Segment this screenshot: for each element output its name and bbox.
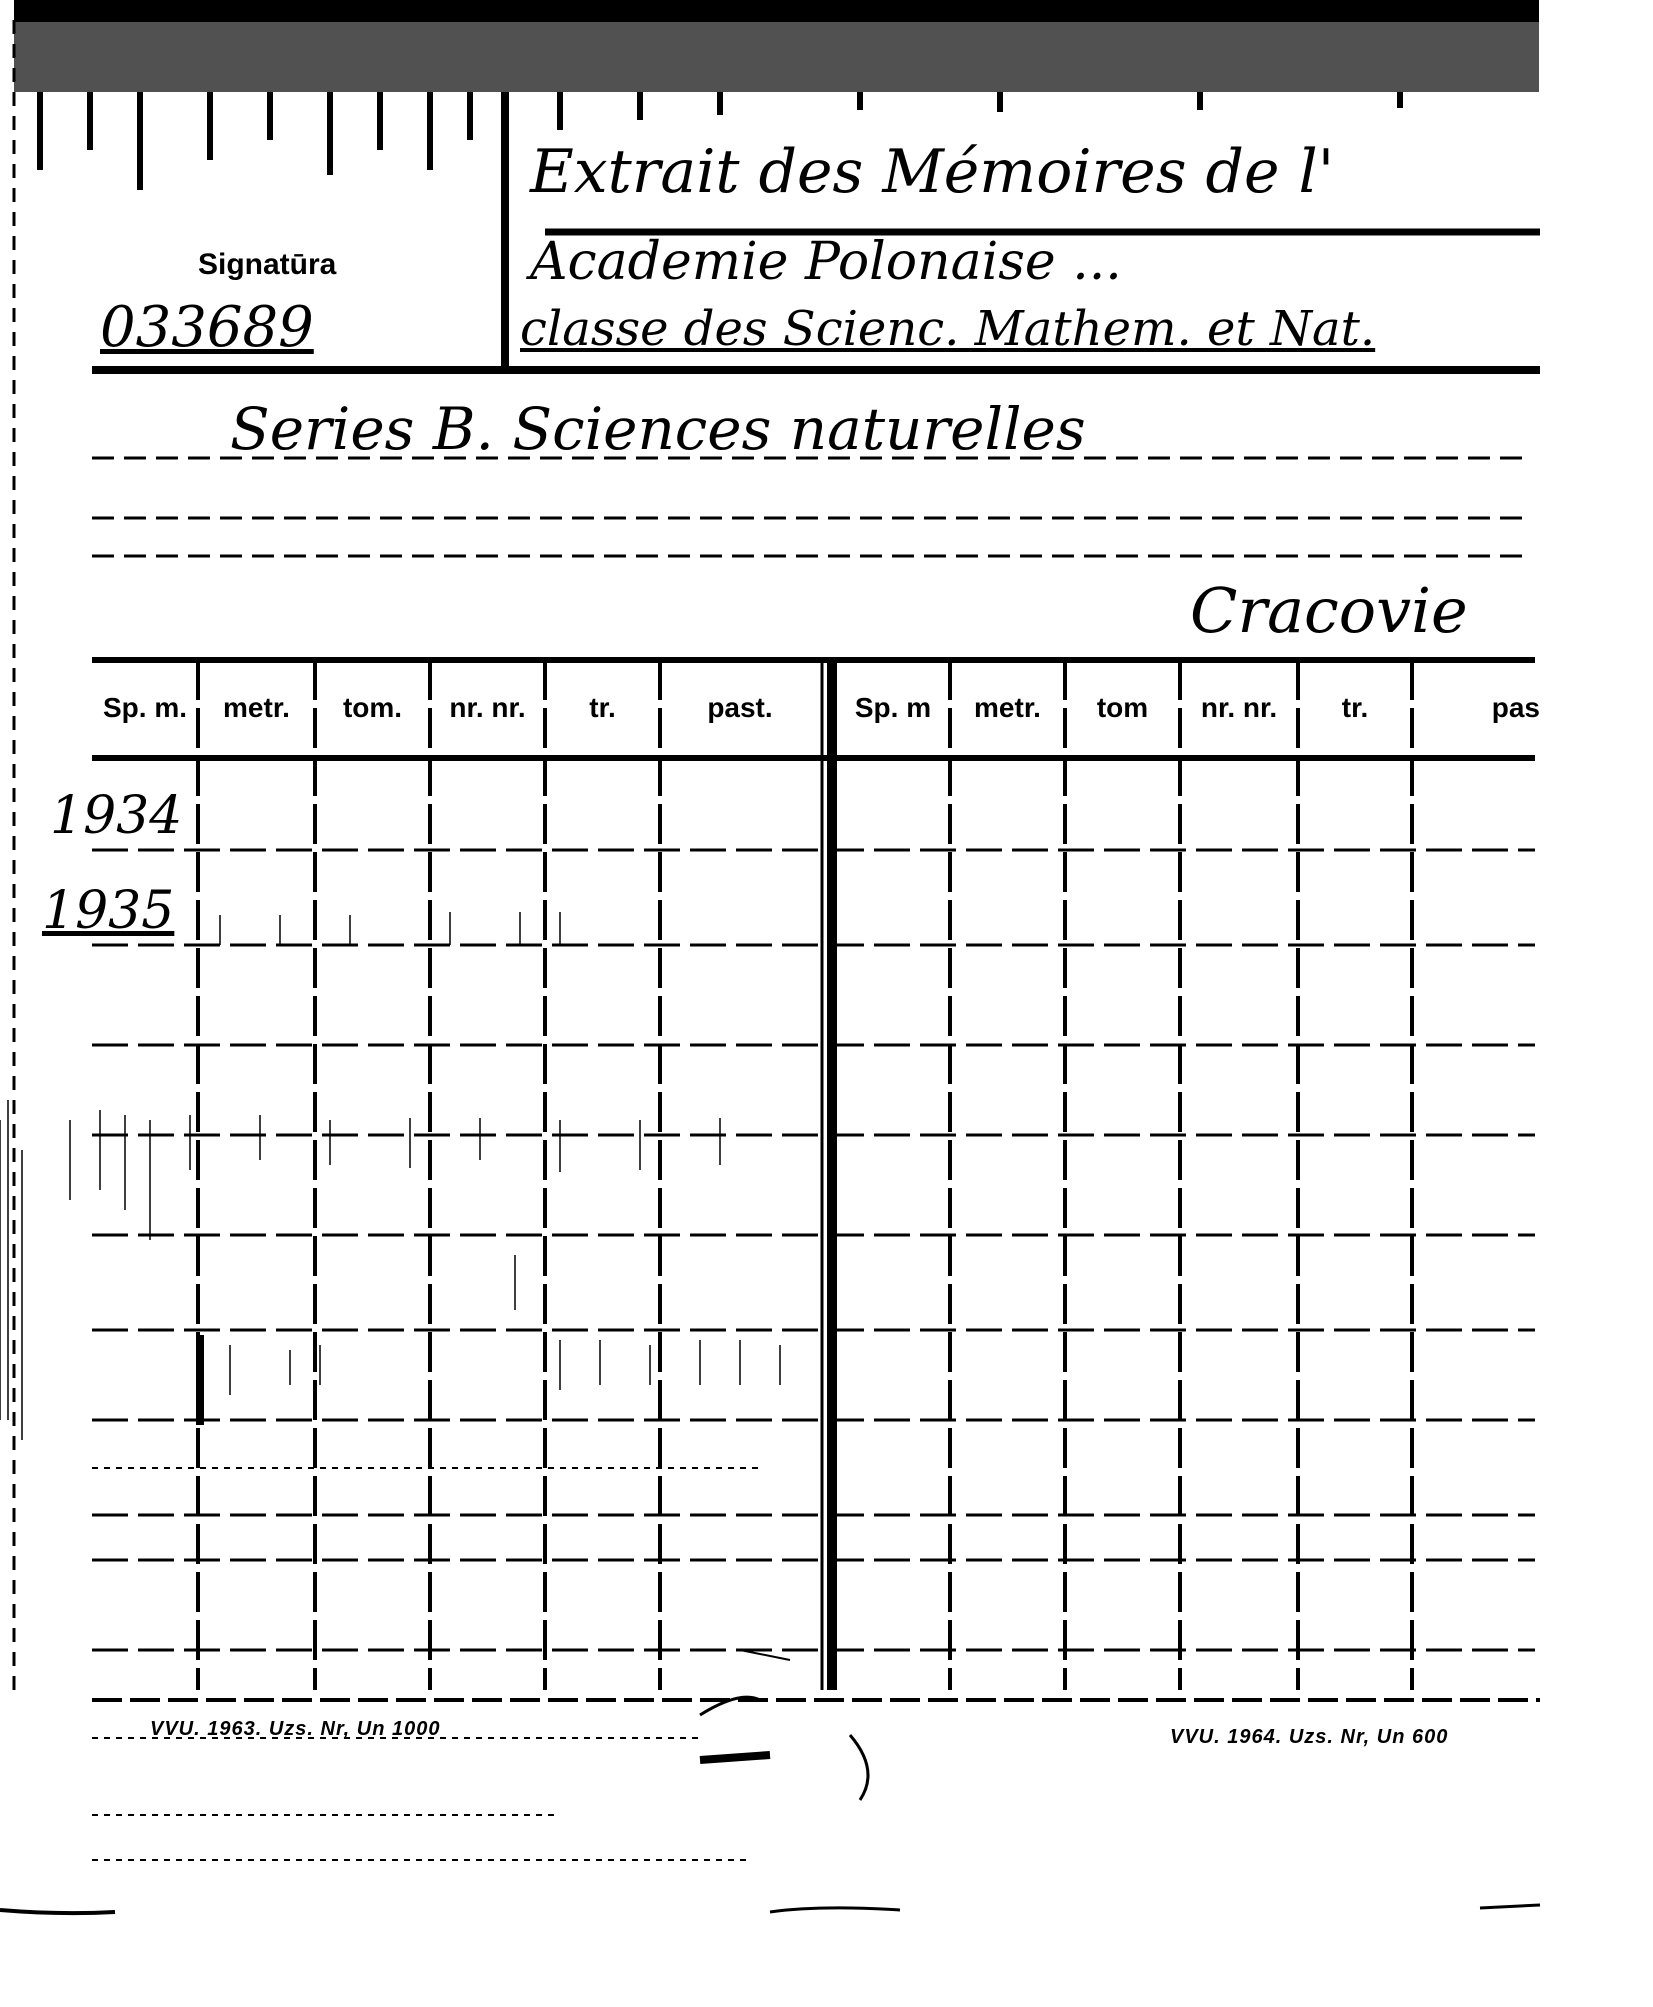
year-entry-1935: 1935 [42, 881, 175, 941]
printer-imprint-left: VVU. 1963. Uzs. Nr, Un 1000 [150, 1718, 441, 1740]
col-header-tom: tom. [342, 692, 403, 723]
col-header-tom-right: tom [1096, 692, 1149, 723]
signature-label: Signatūra [198, 248, 337, 281]
col-header-tr: tr. [589, 692, 616, 723]
col-header-metr: metr. [223, 692, 290, 723]
col-header-tr-right: tr. [1341, 692, 1369, 723]
place-of-publication: Cracovie [1190, 574, 1468, 647]
col-header-sp-m-right: Sp. m [854, 692, 932, 723]
col-header-metr-right: metr. [974, 692, 1041, 723]
col-header-sp-m: Sp. m. [102, 692, 187, 723]
title-line-1: Extrait des Mémoires de l' [530, 137, 1335, 207]
printer-imprint-right: VVU. 1964. Uzs. Nr, Un 600 [1170, 1726, 1449, 1748]
col-header-past: past. [707, 692, 773, 723]
signature-number: 033689 [100, 295, 314, 360]
col-header-past-right: pas [1491, 692, 1540, 723]
col-header-nr-nr-right: nr. nr. [1200, 692, 1278, 723]
year-entry-1934: 1934 [50, 786, 183, 846]
col-header-nr-nr: nr. nr. [449, 692, 526, 723]
series-line: Series B. Sciences naturelles [230, 395, 1086, 463]
title-line-3: classe des Scienc. Mathem. et Nat. [520, 301, 1376, 357]
title-line-2: Academie Polonaise ... [530, 232, 1122, 292]
